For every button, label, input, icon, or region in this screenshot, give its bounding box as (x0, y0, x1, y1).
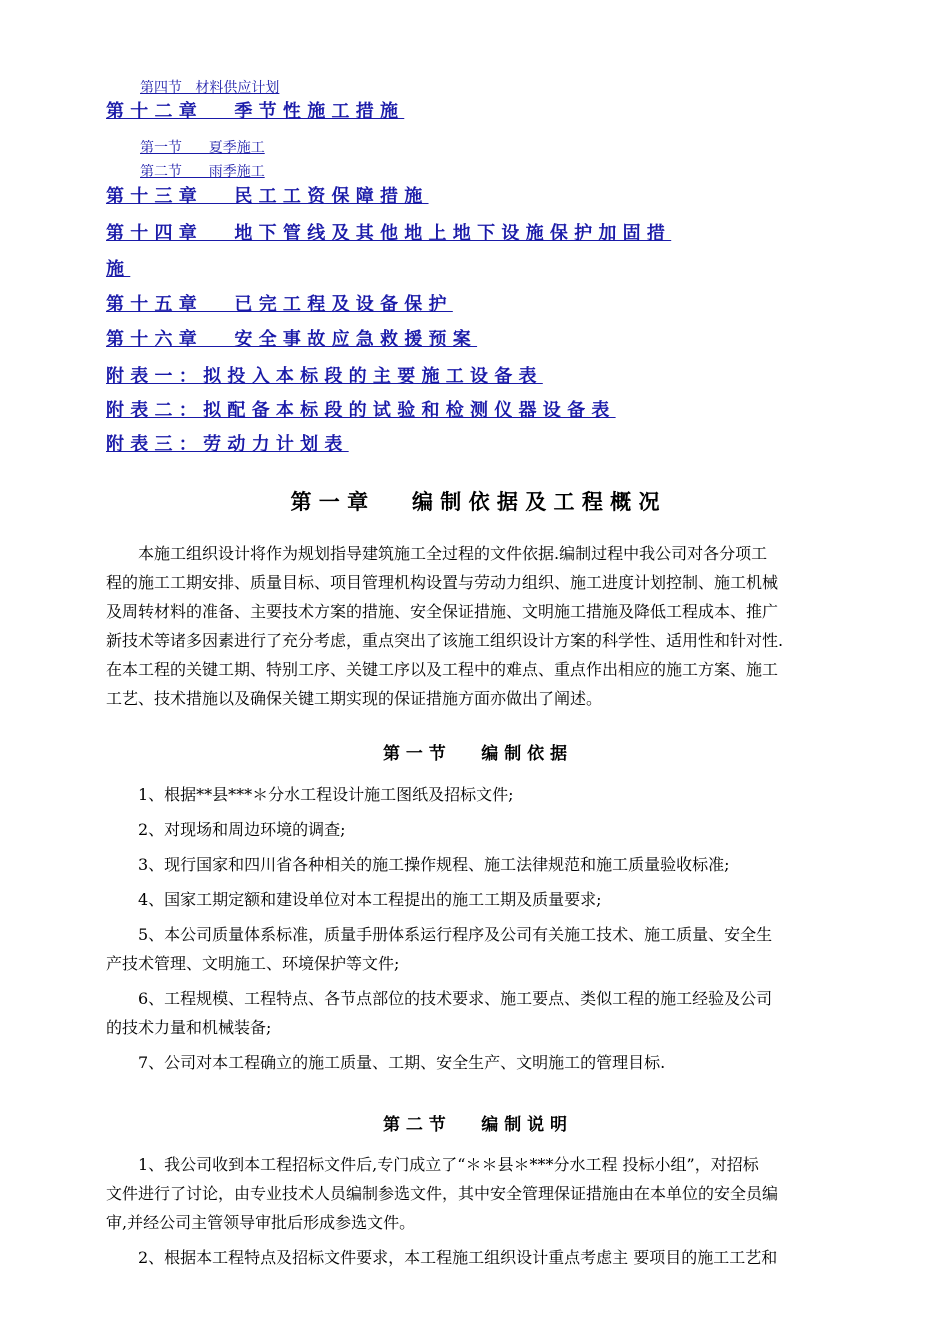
list-item: 3、现行国家和四川省各种相关的施工操作规程、施工法律规范和施工质量验收标准; (106, 855, 730, 874)
list-item: 6、工程规模、工程特点、各节点部位的技术要求、施工要点、类似工程的施工经验及公司 (106, 989, 773, 1008)
paragraph-line: 工艺、技术措施以及确保关键工期实现的保证措施方面亦做出了阐述。 (106, 689, 603, 708)
toc-link-chapter-16[interactable]: 第 十 六 章 安 全 事 故 应 急 救 援 预 案 (106, 329, 478, 350)
toc-link-summer-construction[interactable]: 第一节 夏季施工 (140, 140, 265, 156)
list-item-cont: 的技术力量和机械装备; (106, 1018, 272, 1037)
toc-link-appendix-1[interactable]: 附 表 一 ： 拟 投 入 本 标 段 的 主 要 施 工 设 备 表 (106, 366, 543, 387)
toc-link-chapter-15[interactable]: 第 十 五 章 已 完 工 程 及 设 备 保 护 (106, 294, 453, 315)
list-item: 1、根据**县***＊分水工程设计施工图纸及招标文件; (106, 785, 514, 804)
paragraph-line: 本施工组织设计将作为规划指导建筑施工全过程的文件依据.编制过程中我公司对各分项工 (106, 544, 768, 563)
list-item: 2、对现场和周边环境的调查; (106, 820, 346, 839)
paragraph-line: 在本工程的关键工期、特别工序、关键工序以及工程中的难点、重点作出相应的施工方案、施工 (106, 660, 779, 679)
toc-link-chapter-14-cont[interactable]: 施 (106, 259, 131, 280)
toc-link-appendix-3[interactable]: 附 表 三 ： 劳 动 力 计 划 表 (106, 434, 349, 455)
intro-paragraph (106, 539, 880, 713)
section-title-basis: 第 一 节 编 制 依 据 (382, 744, 568, 764)
list-item: 4、国家工期定额和建设单位对本工程提出的施工工期及质量要求; (106, 890, 602, 909)
explanation-list (106, 1150, 880, 1272)
list-item: 7、公司对本工程确立的施工质量、工期、安全生产、文明施工的管理目标. (106, 1053, 666, 1072)
list-item: 1、我公司收到本工程招标文件后,专门成立了“＊＊县＊***分水工程 投标小组”，对招标 (106, 1155, 759, 1174)
toc-link-section-4-materials[interactable]: 第四节 材料供应计划 (140, 80, 280, 96)
list-item-cont: 产技术管理、文明施工、环境保护等文件; (106, 954, 400, 973)
paragraph-line: 程的施工工期安排、质量目标、项目管理机构设置与劳动力组织、施工进度计划控制、施工机械 (106, 573, 779, 592)
list-item-cont: 文件进行了讨论，由专业技术人员编制参选文件，其中安全管理保证措施由在本单位的安全员编 (106, 1184, 779, 1203)
paragraph-line: 及周转材料的准备、主要技术方案的措施、安全保证措施、文明施工措施及降低工程成本、推广 (106, 602, 779, 621)
toc-link-rainy-construction[interactable]: 第二节 雨季施工 (140, 164, 265, 180)
toc-link-chapter-13[interactable]: 第 十 三 章 民 工 工 资 保 障 措 施 (106, 186, 429, 207)
list-item-cont: 审,并经公司主管领导审批后形成参选文件。 (106, 1213, 416, 1232)
list-item: 2、根据本工程特点及招标文件要求，本工程施工组织设计重点考虑主 要项目的施工工艺和 (106, 1248, 778, 1267)
basis-list (106, 780, 880, 1077)
chapter-title: 第 一 章 编 制 依 据 及 工 程 概 况 (290, 490, 660, 514)
paragraph-line: 新技术等诸多因素进行了充分考虑，重点突出了该施工组织设计方案的科学性、适用性和针对性. (106, 631, 784, 650)
section-title-explanation: 第 二 节 编 制 说 明 (382, 1115, 568, 1135)
list-item: 5、本公司质量体系标准，质量手册体系运行程序及公司有关施工技术、施工质量、安全生 (106, 925, 773, 944)
toc-link-chapter-12[interactable]: 第 十 二 章 季 节 性 施 工 措 施 (106, 101, 405, 122)
toc-link-chapter-14[interactable]: 第 十 四 章 地 下 管 线 及 其 他 地 上 地 下 设 施 保 护 加 固 措 (106, 223, 672, 244)
toc-link-appendix-2[interactable]: 附 表 二 ： 拟 配 备 本 标 段 的 试 验 和 检 测 仪 器 设 备 表 (106, 400, 616, 421)
